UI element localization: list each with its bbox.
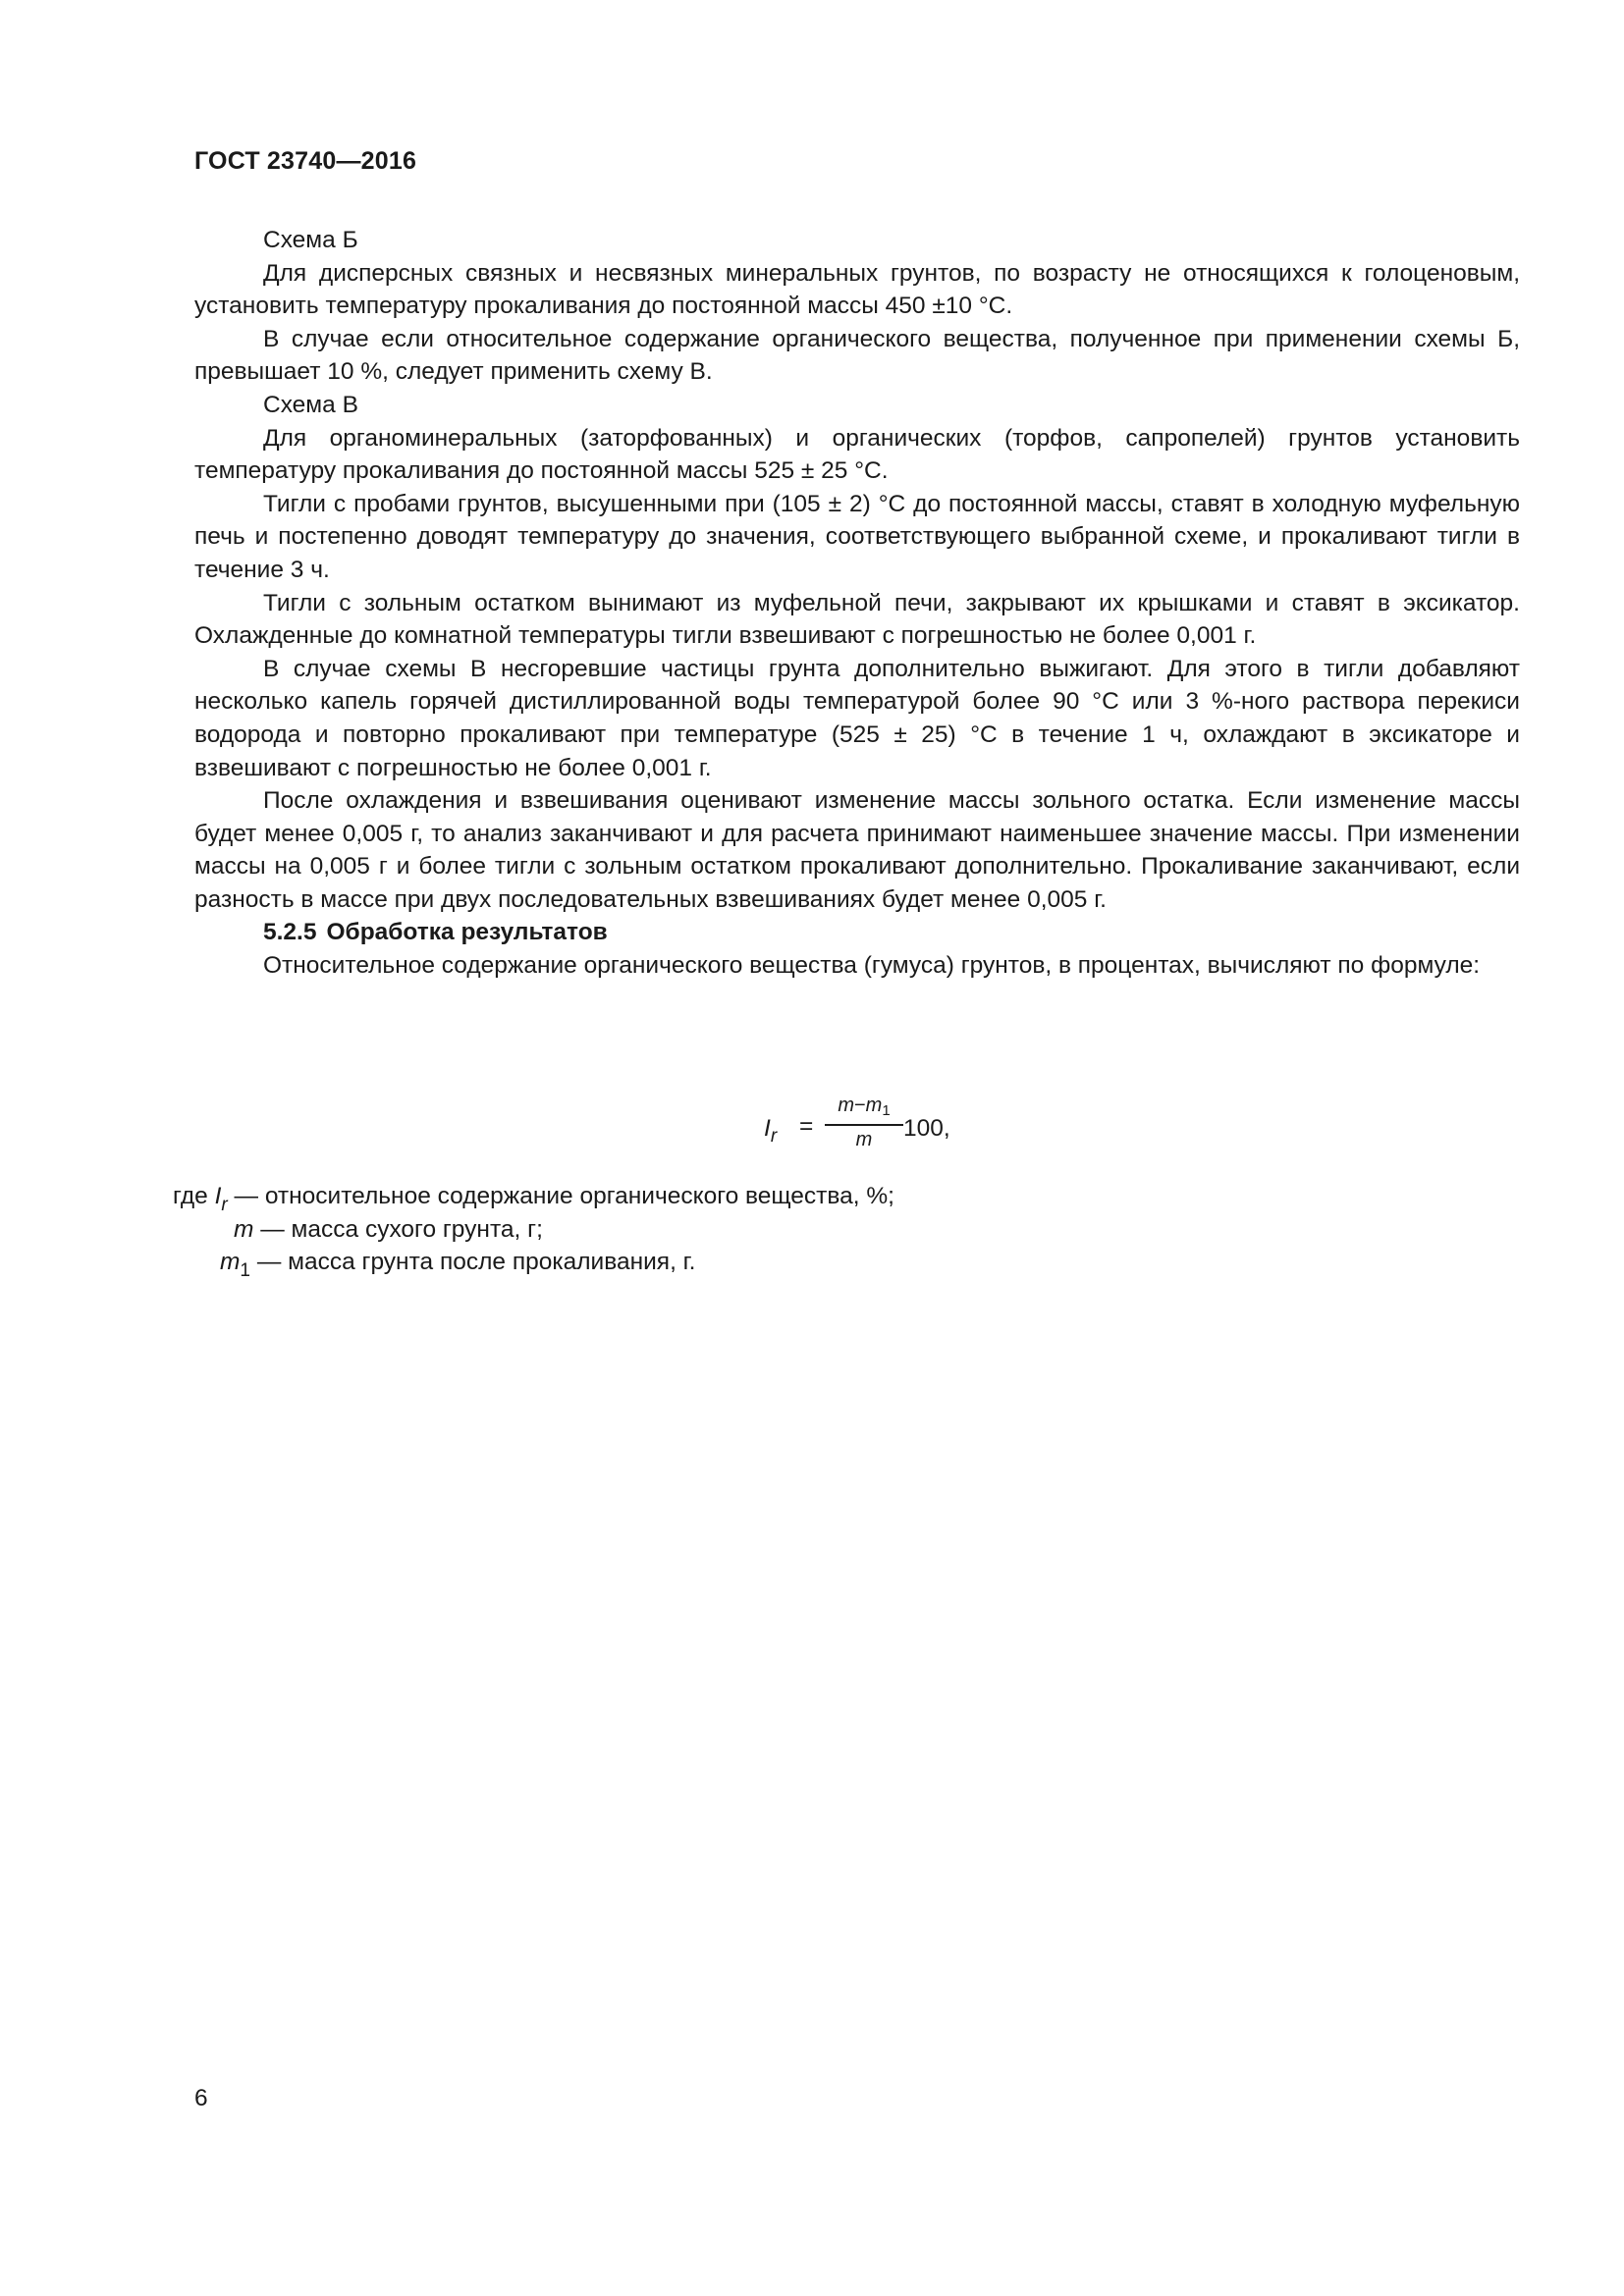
section-title: Обработка результатов [326,919,608,946]
formula-numerator-b: m [865,1095,883,1116]
legend-symbol [214,1183,228,1215]
formula-denominator: m [855,1128,873,1150]
paragraph-crucibles-drying: Тигли с пробами грунтов, высушенными при (105 ± 2) °С до постоянной массы, ставят в холодную муфельную печь и постепенно доводят температуру до значения, соответствующего выбранной схеме, и прокаливают тигли в течение 3 ч. [194,490,1520,583]
formula-numerator-b-sub: 1 [882,1102,891,1119]
document-header: ГОСТ 23740—2016 [194,147,417,175]
formula-equals: = [799,1113,814,1140]
formula-fraction [825,1094,903,1151]
page-number: 6 [194,2085,208,2111]
paragraph-scheme-v-text: Для органоминеральных (заторфованных) и органических (торфов, сапропелей) грунтов установить температуру прокаливания до постоянной массы 525 ± 25 °С. [194,424,1520,485]
legend-symbol-sub: 1 [240,1260,250,1282]
legend-symbol-base: I [214,1183,222,1209]
legend-text: — масса грунта после прокаливания, г. [256,1249,696,1276]
legend-symbol-base: m [234,1215,254,1243]
formula-numerator [825,1094,903,1123]
formula-legend [173,1180,894,1282]
formula-lhs [764,1115,777,1148]
legend-item [173,1246,894,1282]
section-number: 5.2.5 [263,919,317,946]
section-heading [194,916,1520,949]
paragraph-scheme-b-note: В случае если относительное содержание органического вещества, полученное при применении схемы Б, превышает 10 %, следует применить схему В. [194,325,1520,386]
legend-symbol-sub: r [221,1195,228,1215]
paragraph-mass-change: После охлаждения и взвешивания оценивают изменение массы зольного остатка. Если изменение массы будет менее 0,005 г, то анализ заканчивают и для расчета принимают наименьшее значение массы. При изменении массы на 0,005 г и более тигли с зольным остатком прокаливают дополнительно. Прокаливание заканчивают, если разность в массе при двух последовательных взвешиваниях будет менее 0,005 г. [194,787,1520,913]
formula-tail: 100, [903,1115,950,1142]
paragraph-scheme-v-label: Схема В [263,391,358,418]
paragraph-scheme-b-text: Для дисперсных связных и несвязных минеральных грунтов, по возрасту не относящихся к голоценовым, установить температуру прокаливания до постоянной массы 450 ±10 °С. [194,259,1520,320]
formula-lhs-symbol: I [764,1115,771,1142]
paragraph-scheme-b-label: Схема Б [263,227,358,253]
legend-intro: где [173,1183,208,1209]
section-intro: Относительное содержание органического вещества (гумуса) грунтов, в процентах, вычисляют по формуле: [263,952,1481,980]
formula-minus: − [853,1095,866,1116]
body-text [194,224,1520,983]
formula-fraction-bar [825,1124,903,1126]
paragraph-scheme-v-burning: В случае схемы В несгоревшие частицы грунта дополнительно выжигают. Для этого в тигли добавляют несколько капель горячей дистиллированной воды температурой более 90 °С или 3 %-ного раствора перекиси водорода и повторно прокаливают при температуре (525 ± 25) °С в течение 1 ч, охлаждают в эксикаторе и взвешивают с погрешностью не более 0,001 г. [194,655,1520,781]
formula-lhs-sub: r [770,1126,778,1147]
legend-item [173,1213,894,1247]
legend-symbol [234,1216,253,1243]
legend-text: — масса сухого грунта, г; [260,1215,543,1243]
paragraph-crucibles-cooling: Тигли с зольным остатком вынимают из муфельной печи, закрывают их крышками и ставят в эксикатор. Охлажденные до комнатной температуры тигли взвешивают с погрешностью не более 0,001 г. [194,589,1520,650]
legend-item [173,1180,894,1213]
legend-text: — относительное содержание органического вещества, %; [234,1183,894,1209]
legend-symbol [220,1249,250,1282]
formula-numerator-a: m [838,1095,854,1116]
legend-symbol-base: m [220,1249,241,1276]
